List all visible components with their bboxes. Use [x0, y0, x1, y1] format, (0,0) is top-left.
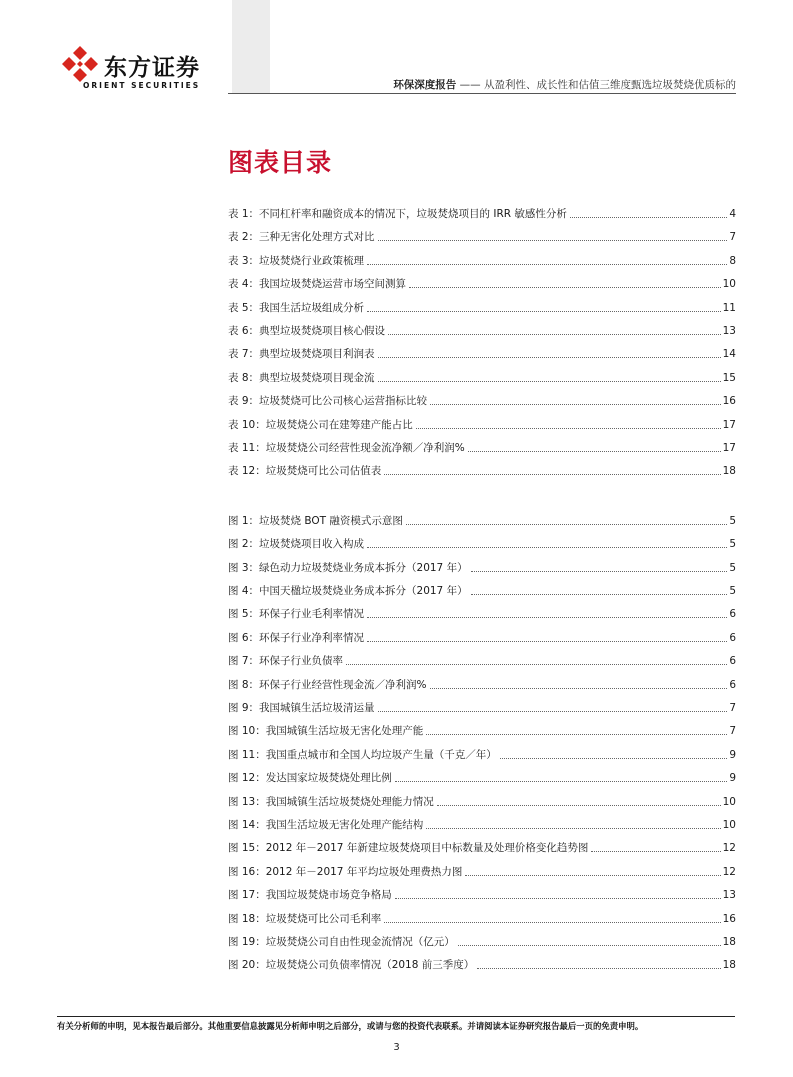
toc-entry[interactable]: [228, 295, 736, 315]
toc-entry[interactable]: [228, 531, 736, 551]
toc-entry-label[interactable]: 图 6：环保子行业净利率情况: [228, 631, 365, 644]
toc-entry-label[interactable]: 图 18：垃圾焚烧可比公司毛利率: [228, 912, 382, 925]
toc-entry-page[interactable]: 12: [722, 842, 736, 855]
toc-dot-leader: [384, 922, 720, 923]
toc-entry-page[interactable]: 18: [722, 465, 736, 478]
toc-entry-label[interactable]: 图 8：环保子行业经营性现金流／净利润%: [228, 678, 427, 691]
toc-entry-page[interactable]: 7: [729, 725, 736, 738]
toc-entry-page[interactable]: 17: [722, 442, 736, 454]
toc-entry-page[interactable]: 10: [722, 795, 736, 808]
toc-entry[interactable]: [228, 648, 736, 668]
toc-title: 图表目录: [228, 148, 333, 177]
toc-entry-page[interactable]: 5: [729, 561, 736, 574]
toc-entry-page[interactable]: 13: [722, 325, 736, 337]
toc-entry[interactable]: [228, 929, 736, 949]
header-gray-band: [232, 0, 270, 93]
toc-entry[interactable]: [228, 341, 736, 361]
toc-dot-leader: [430, 404, 721, 405]
toc-entry[interactable]: [228, 458, 736, 478]
toc-entry-page[interactable]: 18: [722, 936, 736, 948]
toc-entry-label[interactable]: 图 19：垃圾焚烧公司自由性现金流情况（亿元）: [228, 936, 455, 948]
toc-dot-leader: [367, 264, 727, 265]
toc-entry-label[interactable]: 图 2：垃圾焚烧项目收入构成: [228, 538, 365, 551]
toc-entry-label[interactable]: 表 11：垃圾焚烧公司经营性现金流净额／净利润%: [228, 442, 465, 454]
toc-entry-label[interactable]: 图 10：我国城镇生活垃圾无害化处理产能: [228, 725, 424, 738]
toc-entry[interactable]: [228, 765, 736, 785]
toc-entry[interactable]: [228, 906, 736, 926]
toc-entry[interactable]: [228, 248, 736, 268]
header-rule: [228, 93, 736, 94]
toc-dot-leader: [430, 688, 728, 689]
toc-entry-label[interactable]: 表 9：垃圾焚烧可比公司核心运营指标比较: [228, 395, 428, 408]
toc-entry-page[interactable]: 6: [729, 655, 736, 668]
toc-entry[interactable]: [228, 388, 736, 408]
toc-entry-label[interactable]: 图 4：中国天楹垃圾焚烧业务成本拆分（2017 年）: [228, 585, 468, 597]
toc-dot-leader: [395, 781, 728, 782]
toc-entry[interactable]: [228, 224, 736, 244]
toc-entry-label[interactable]: 图 5：环保子行业毛利率情况: [228, 608, 365, 621]
toc-entry[interactable]: [228, 695, 736, 715]
toc-entry-page[interactable]: 16: [722, 912, 736, 925]
toc-entry-page[interactable]: 14: [722, 348, 736, 361]
brand-name-cn: 东方证券: [104, 55, 200, 81]
toc-entry[interactable]: [228, 672, 736, 692]
toc-entry-page[interactable]: 9: [729, 772, 736, 785]
toc-entry[interactable]: [228, 412, 736, 432]
toc-entry-label[interactable]: 图 14：我国生活垃圾无害化处理产能结构: [228, 819, 424, 831]
toc-dot-leader: [465, 875, 720, 876]
toc-dot-leader: [378, 381, 721, 382]
toc-entry-page[interactable]: 5: [729, 538, 736, 551]
toc-entry-page[interactable]: 6: [729, 608, 736, 621]
toc-dot-leader: [500, 758, 728, 759]
toc-entry-page[interactable]: 10: [722, 819, 736, 831]
toc-dot-leader: [471, 571, 728, 572]
toc-entry[interactable]: [228, 625, 736, 645]
toc-entry[interactable]: [228, 318, 736, 338]
toc-dot-leader: [570, 217, 727, 218]
brand-name-en: ORIENT SECURITIES: [83, 81, 201, 90]
toc-entry-label[interactable]: 图 1：垃圾焚烧 BOT 融资模式示意图: [228, 514, 403, 527]
toc-entry-label[interactable]: 表 10：垃圾焚烧公司在建筹建产能占比: [228, 418, 413, 431]
toc-entry-label[interactable]: 表 1：不同杠杆率和融资成本的情况下，垃圾焚烧项目的 IRR 敏感性分析: [228, 208, 567, 220]
toc-entry-label[interactable]: 表 2：三种无害化处理方式对比: [228, 231, 375, 244]
toc-dot-leader: [378, 711, 728, 712]
toc-dot-leader: [406, 524, 727, 525]
toc-entry[interactable]: [228, 508, 736, 528]
toc-entry-page[interactable]: 11: [722, 301, 736, 314]
toc-dot-leader: [384, 474, 720, 475]
toc-entry[interactable]: [228, 201, 736, 221]
footer-rule: [57, 1016, 735, 1017]
toc-entry-label[interactable]: 表 6：典型垃圾焚烧项目核心假设: [228, 325, 386, 337]
toc-dot-leader: [426, 734, 727, 735]
header-separator: ——: [459, 79, 481, 91]
toc-dot-leader: [591, 851, 720, 852]
toc-entry-page[interactable]: 12: [722, 865, 736, 878]
toc-entry-page[interactable]: 18: [722, 959, 736, 972]
toc-dot-leader: [367, 641, 727, 642]
toc-entry-label[interactable]: 图 17：我国垃圾焚烧市场竞争格局: [228, 889, 392, 902]
toc-entry-page[interactable]: 9: [729, 748, 736, 761]
footer-disclaimer: 有关分析师的申明，见本报告最后部分。其他重要信息披露见分析师申明之后部分，或请与您的投资代表联系。并请阅读本证券研究报告最后一页的免责申明。: [57, 1021, 644, 1031]
toc-entry-page[interactable]: 5: [729, 514, 736, 527]
toc-entry-page[interactable]: 15: [722, 371, 736, 384]
toc-entry-page[interactable]: 10: [722, 278, 736, 291]
toc-entry[interactable]: [228, 555, 736, 575]
toc-dot-leader: [378, 357, 721, 358]
toc-dot-leader: [367, 311, 721, 312]
toc-entry[interactable]: [228, 578, 736, 598]
toc-entry-page[interactable]: 17: [722, 418, 736, 431]
toc-entry-label[interactable]: 表 4：我国垃圾焚烧运营市场空间测算: [228, 278, 407, 291]
toc-entry[interactable]: [228, 435, 736, 455]
toc-entry-page[interactable]: 6: [729, 631, 736, 644]
toc-entry-label[interactable]: 图 12：发达国家垃圾焚烧处理比例: [228, 772, 392, 785]
toc-entry-page[interactable]: 5: [729, 585, 736, 597]
toc-dot-leader: [388, 334, 721, 335]
toc-dot-leader: [346, 664, 727, 665]
toc-entry-page[interactable]: 7: [729, 702, 736, 714]
toc-entry[interactable]: [228, 271, 736, 291]
toc-dot-leader: [477, 968, 720, 969]
report-subtitle: 从盈利性、成长性和估值三维度甄选垃圾焚烧优质标的: [484, 79, 736, 91]
toc-dot-leader: [409, 287, 721, 288]
toc-entry-page[interactable]: 7: [729, 231, 736, 244]
report-type: 环保深度报告: [393, 79, 457, 91]
toc-entry-page[interactable]: 16: [722, 395, 736, 408]
toc-dot-leader: [437, 805, 721, 806]
toc-entry-label[interactable]: 图 11：我国重点城市和全国人均垃圾产生量（千克／年）: [228, 748, 497, 761]
toc-entry-page[interactable]: 6: [729, 678, 736, 691]
toc-dot-leader: [367, 547, 727, 548]
brand-logo: [60, 44, 220, 94]
toc-entry-label[interactable]: 表 3：垃圾焚烧行业政策梳理: [228, 254, 365, 267]
toc-entry-label[interactable]: 图 15：2012 年－2017 年新建垃圾焚烧项目中标数量及处理价格变化趋势图: [228, 842, 589, 855]
toc-dot-leader: [416, 428, 721, 429]
toc-entry[interactable]: [228, 789, 736, 809]
toc-entry[interactable]: [228, 859, 736, 879]
toc-entry-label[interactable]: 图 3：绿色动力垃圾焚烧业务成本拆分（2017 年）: [228, 561, 468, 574]
toc-entry-label[interactable]: 表 12：垃圾焚烧可比公司估值表: [228, 465, 382, 478]
toc-entry-label[interactable]: 图 20：垃圾焚烧公司负债率情况（2018 前三季度）: [228, 959, 475, 972]
toc-entry[interactable]: [228, 882, 736, 902]
toc-dot-leader: [395, 898, 721, 899]
toc-entry[interactable]: [228, 742, 736, 762]
toc-entry[interactable]: [228, 718, 736, 738]
orient-logo-icon: [60, 44, 100, 84]
toc-dot-leader: [458, 945, 721, 946]
toc-entry-page[interactable]: 13: [722, 889, 736, 902]
toc-dot-leader: [468, 451, 721, 452]
toc-dot-leader: [378, 240, 728, 241]
toc-entry-label[interactable]: 表 7：典型垃圾焚烧项目利润表: [228, 348, 375, 361]
toc-entry[interactable]: [228, 812, 736, 832]
toc-entry-page[interactable]: 4: [729, 208, 736, 220]
toc-dot-leader: [367, 617, 727, 618]
toc-dot-leader: [471, 594, 728, 595]
toc-entry-label[interactable]: 图 9：我国城镇生活垃圾清运量: [228, 702, 375, 714]
toc-dot-leader: [426, 828, 720, 829]
toc-entry[interactable]: [228, 365, 736, 385]
toc-entry[interactable]: [228, 601, 736, 621]
report-header: [393, 77, 736, 92]
toc-entry-label[interactable]: 图 16：2012 年－2017 年平均垃圾处理费热力图: [228, 865, 463, 878]
toc-entry-label[interactable]: 图 13：我国城镇生活垃圾焚烧处理能力情况: [228, 795, 434, 808]
toc-entry-label[interactable]: 表 8：典型垃圾焚烧项目现金流: [228, 371, 375, 384]
toc-entry-label[interactable]: 表 5：我国生活垃圾组成分析: [228, 301, 365, 314]
toc-entry-page[interactable]: 8: [729, 254, 736, 267]
toc-entry-label[interactable]: 图 7：环保子行业负债率: [228, 655, 344, 668]
toc-entry[interactable]: [228, 835, 736, 855]
page-number: 3: [393, 1042, 400, 1053]
toc-entry[interactable]: [228, 952, 736, 972]
